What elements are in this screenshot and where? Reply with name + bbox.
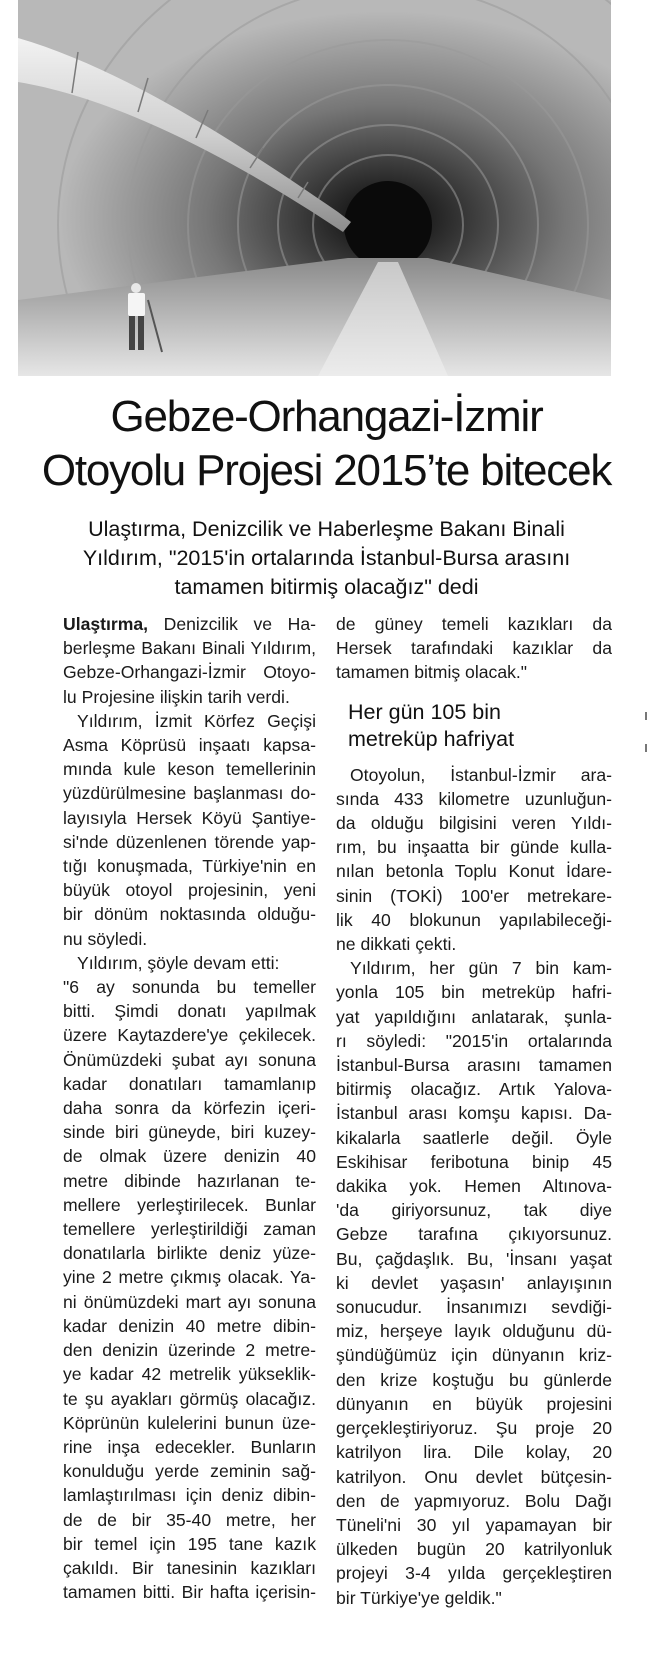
body-line: sında 433 kilometre uzunluğun- <box>336 788 612 809</box>
body-line: da olduğu bilgisini veren Yıldı- <box>336 813 612 834</box>
body-line: temellere yerleştirildiği zaman <box>63 1219 316 1240</box>
body-line: bitirmiş olacağız. Artık Yalova- <box>336 1079 612 1100</box>
headline-line-1: Gebze-Orhangazi-İzmir <box>110 392 543 441</box>
body-line: lik 40 blokunun yapılabileceği- <box>336 909 612 930</box>
body-line: Asma Köprüsü inşaatı kapsa- <box>63 735 316 756</box>
body-line: yine 2 metre çıkmış olacak. Ya- <box>63 1267 316 1288</box>
body-line: mellere yerleştirilecek. Bunlar <box>63 1194 316 1215</box>
body-line: İstanbul-Bursa arasını tamamen <box>336 1055 612 1076</box>
body-line: rım, bu inşaatta bir günde kulla- <box>336 837 612 858</box>
lead-word: Ulaştırma, <box>63 614 149 634</box>
body-line: tamamen bitmiş olacak." <box>336 662 528 683</box>
column-2-lines-before <box>336 612 612 685</box>
body-line: yat yapıldığını anlatarak, şunla- <box>336 1006 612 1027</box>
body-line: layısıyla Hersek Köyü Şantiye- <box>63 807 316 828</box>
body-line: ülkeden bugün 20 katrilyonluk <box>336 1539 612 1560</box>
body-line: sinin (TOKİ) 100'er metrekare- <box>336 885 612 906</box>
margin-mark <box>645 744 647 752</box>
first-line-rest: Denizcilik ve Ha- <box>148 614 316 634</box>
body-line: daha sonra da körfezin içeri- <box>63 1098 316 1119</box>
body-line: kikalarla saatlerle değil. Öyle <box>336 1127 612 1148</box>
body-line: den denizin üzerinde 2 metre- <box>63 1340 316 1361</box>
body-line: Gebze tarafına çıkıyorsunuz. <box>336 1224 612 1245</box>
column-1-lines <box>63 636 316 1604</box>
margin-mark <box>645 712 647 720</box>
body-line: üzere Kaytazdere'ye çekilecek. <box>63 1025 316 1046</box>
body-line: Önümüzdeki şubat ayı sonuna <box>63 1049 316 1070</box>
body-line: ne dikkati çekti. <box>336 934 457 955</box>
body-line: dünyanın en büyük projesini <box>336 1393 612 1414</box>
body-line: katrilyon. Onu devlet bütçesin- <box>336 1466 612 1487</box>
body-line: gerçekleştiriyoruz. Şu proje 20 <box>336 1418 612 1439</box>
tunnel-photo <box>18 0 611 376</box>
body-line: Eskihisar feribotuna binip 45 <box>336 1151 612 1172</box>
body-line: de de bir 35-40 metre, her <box>63 1509 316 1530</box>
subheading-line-2: metreküp hafriyat <box>348 726 515 751</box>
body-line: tamamen bitti. Bir hafta içerisin- <box>63 1582 316 1603</box>
body-line: ki devlet yaşasın' anlayışının <box>336 1272 612 1293</box>
deck-line-3: tamamen bitirmiş olacağız" dedi <box>174 575 479 599</box>
body-line: Yıldırım, İzmit Körfez Geçişi <box>77 710 316 731</box>
body-line: bir Türkiye'ye geldik." <box>336 1587 502 1608</box>
body-line: de olmak üzere denizin 40 <box>63 1146 316 1167</box>
subheading-line-1: Her gün 105 bin <box>348 699 501 724</box>
body-line: katrilyon lira. Dile kolay, 20 <box>336 1442 612 1463</box>
body-line: Tüneli'ni 30 yıl yapamayan bir <box>336 1514 612 1535</box>
body-line: 'da giriyorsunuz, tak diye <box>336 1200 612 1221</box>
body-line: mında kule keson temellerinin <box>63 759 316 780</box>
body-line: si'nde düzenlenen törende yap- <box>63 831 316 852</box>
body-line: miz, herşeye layık olduğunu dü- <box>336 1321 612 1342</box>
body-line: yonla 105 bin metreküp hafri- <box>336 982 612 1003</box>
body-line: lu Projesine ilişkin tarih verdi. <box>63 686 290 707</box>
body-line: sinde biri güneyde, biri kuzey- <box>63 1122 316 1143</box>
body-line: sonucudur. İnsanımızı sevdiği- <box>336 1297 612 1318</box>
body-line: te şu ayakları görmüş olacağız. <box>63 1388 316 1409</box>
body-line: bir temel için 195 tane kazık <box>63 1533 316 1554</box>
body-line: bitti. Şimdi donatı yapılmak <box>63 1001 316 1022</box>
body-line: tığı konuşmada, Türkiye'nin en <box>63 856 316 877</box>
body-line: den krize koştuğu bu günlerde <box>336 1369 612 1390</box>
body-line: metre dibinde hazırlanan te- <box>63 1170 316 1191</box>
body-line: İstanbul arası komşu kapısı. Da- <box>336 1103 612 1124</box>
body-line: çakıldı. Bir tanesinin kazıkları <box>63 1557 316 1578</box>
deck-line-1: Ulaştırma, Denizcilik ve Haberleşme Bakanı Binali <box>88 517 565 541</box>
body-line: kadar denizin 40 metre dibin- <box>63 1315 316 1336</box>
body-line: Hersek tarafındaki kazıklar da <box>336 638 612 659</box>
body-line: nu söyledi. <box>63 928 148 949</box>
body-column-1 <box>63 612 316 1604</box>
body-line: bir dönüm noktasında olduğu- <box>63 904 316 925</box>
deck-line-2: Yıldırım, "2015'in ortalarında İstanbul-Bursa arasını <box>82 546 571 570</box>
body-line: berleşme Bakanı Binali Yıldırım, <box>63 638 316 659</box>
body-line: projeyi 3-4 yılda gerçekleştiren <box>336 1563 612 1584</box>
body-line: şündüğümüz için dünyanın kriz- <box>336 1345 612 1366</box>
body-line: ye kadar 42 metrelik yükseklik- <box>63 1364 316 1385</box>
body-line: Gebze-Orhangazi-İzmir Otoyo- <box>63 662 316 683</box>
body-line: nılan betonla Toplu Konut İdare- <box>336 861 612 882</box>
body-line: ni önümüzdeki mart ayı sonuna <box>63 1291 316 1312</box>
headline <box>0 390 653 498</box>
body-line: kadar donatıları tamamlanıp <box>63 1073 316 1094</box>
body-line: dakika yok. Hemen Altınova- <box>336 1176 612 1197</box>
body-column-2 <box>336 612 612 1610</box>
body-line: rı söyledi: "2015'in ortalarında <box>336 1030 612 1051</box>
subheading <box>348 699 612 753</box>
body-line: yüzdürülmesine başlanması do- <box>63 783 316 804</box>
body-line: Yıldırım, şöyle devam etti: <box>77 952 280 973</box>
body-line: konulduğu yerde zeminin sağ- <box>63 1461 316 1482</box>
headline-line-2: Otoyolu Projesi 2015’te bitecek <box>41 446 612 495</box>
body-line: Köprünün kulelerini bunun üze- <box>63 1412 316 1433</box>
body-line: Otoyolun, İstanbul-İzmir ara- <box>350 764 612 785</box>
body-line: den de yapmıyoruz. Bolu Dağı <box>336 1490 612 1511</box>
body-line: Yıldırım, her gün 7 bin kam- <box>350 958 612 979</box>
body-line: "6 ay sonunda bu temeller <box>63 977 316 998</box>
body-line: Bu, çağdaşlık. Bu, 'İnsanı yaşat <box>336 1248 612 1269</box>
body-line: lamlaştırılması için deniz dibin- <box>63 1485 316 1506</box>
body-line: donatılarla birlikte deniz yüze- <box>63 1243 316 1264</box>
body-line: rine inşa edecekler. Bunların <box>63 1436 316 1457</box>
deck <box>30 515 623 602</box>
body-line: büyük otoyol projesinin, yeni <box>63 880 316 901</box>
body-line: de güney temeli kazıkları da <box>336 614 612 634</box>
column-2-lines-after <box>336 763 612 1610</box>
body-line <box>63 612 316 636</box>
